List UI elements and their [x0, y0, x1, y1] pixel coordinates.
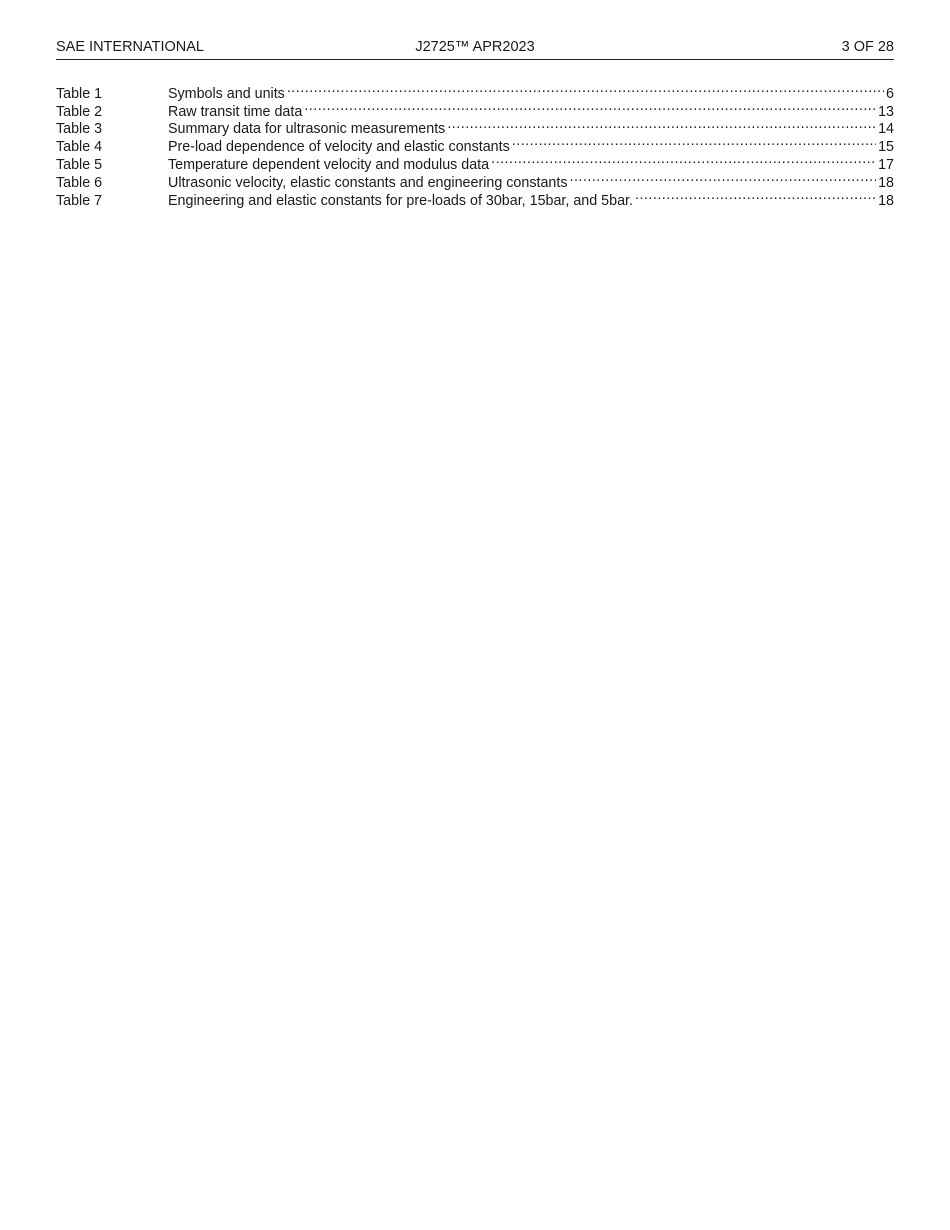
toc-entry-label: Table 4 [56, 139, 103, 156]
header-page-number: 3 OF 28 [841, 39, 894, 55]
toc-entry-page: 17 [878, 156, 894, 173]
toc-entry-table-1[interactable] [56, 80, 894, 102]
toc-entry-title: Engineering and elastic constants for pre-loads of 30bar, 15bar, and 5bar. [168, 192, 633, 209]
toc-entry-title: Pre-load dependence of velocity and elastic constants [168, 139, 510, 156]
toc-entry-page: 13 [878, 103, 894, 120]
toc-entry-title: Ultrasonic velocity, elastic constants and engineering constants [168, 174, 568, 191]
toc-dot-leader [447, 116, 876, 134]
toc-dot-leader [491, 151, 876, 169]
page-header [56, 38, 894, 60]
toc-dot-leader [512, 133, 876, 151]
toc-entry-label: Table 3 [56, 121, 103, 138]
toc-entry-page: 15 [878, 139, 894, 156]
toc-entry-page: 6 [886, 85, 894, 102]
list-of-tables [56, 80, 894, 209]
toc-entry-page: 18 [878, 174, 894, 191]
toc-entry-title: Temperature dependent velocity and modulus data [168, 156, 490, 173]
header-document-id: J2725™ APR2023 [415, 39, 535, 55]
toc-entry-label: Table 5 [56, 156, 103, 173]
toc-dot-leader [569, 169, 876, 187]
toc-entry-label: Table 2 [56, 103, 103, 120]
header-organization: SAE INTERNATIONAL [56, 39, 204, 55]
toc-entry-page: 14 [878, 121, 894, 138]
toc-entry-title: Symbols and units [168, 85, 285, 102]
toc-entry-label: Table 1 [56, 85, 103, 102]
toc-entry-label: Table 6 [56, 174, 103, 191]
toc-dot-leader [287, 80, 884, 98]
toc-entry-page: 18 [878, 192, 894, 209]
toc-entry-label: Table 7 [56, 192, 103, 209]
toc-dot-leader [304, 98, 876, 116]
toc-dot-leader [635, 187, 876, 205]
toc-entry-title: Summary data for ultrasonic measurements [168, 121, 446, 138]
toc-entry-title: Raw transit time data [168, 103, 303, 120]
